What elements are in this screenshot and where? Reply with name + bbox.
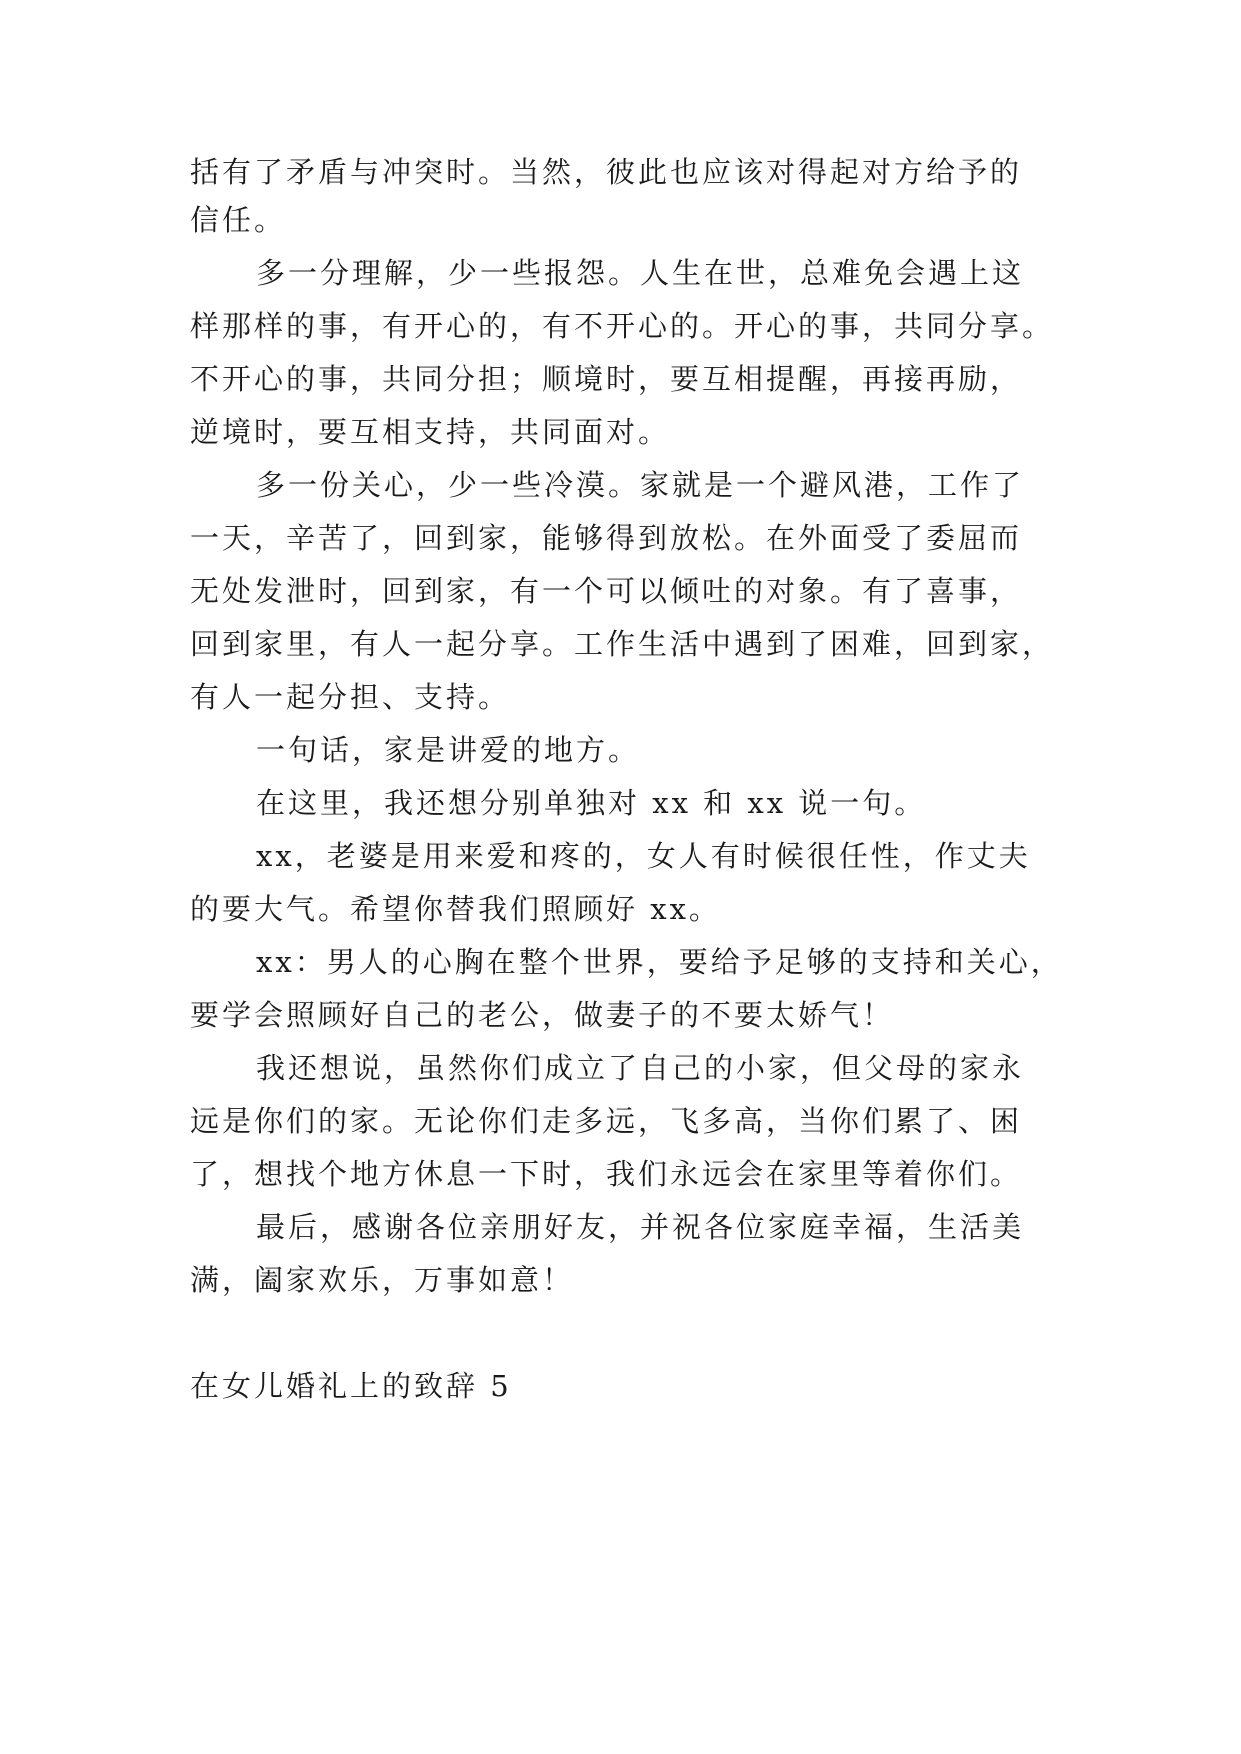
paragraph-line: 多一分理解，少一些报怨。人生在世，总难免会遇上这 (256, 256, 1025, 290)
paragraph-line: 一句话，家是讲爱的地方。 (256, 733, 641, 767)
paragraph-line: 无处发泄时，回到家，有一个可以倾吐的对象。有了喜事， (190, 574, 1023, 608)
paragraph-line: xx：男人的心胸在整个世界，要给予足够的支持和关心， (256, 945, 1063, 979)
paragraph-line: 满，阖家欢乐，万事如意！ (190, 1263, 575, 1297)
paragraph-line: 最后，感谢各位亲朋好友，并祝各位家庭幸福，生活美 (256, 1210, 1025, 1244)
paragraph-line: 括有了矛盾与冲突时。当然，彼此也应该对得起对方给予的 (190, 155, 1023, 189)
paragraph-line: 回到家里，有人一起分享。工作生活中遇到了困难，回到家， (190, 627, 1055, 661)
paragraph-line: 不开心的事，共同分担；顺境时，要互相提醒，再接再励， (190, 362, 1023, 396)
paragraph-line: 的要大气。希望你替我们照顾好 xx。 (190, 892, 721, 926)
paragraph-line: xx，老婆是用来爱和疼的，女人有时候很任性，作丈夫 (256, 839, 1031, 873)
paragraph-line: 我还想说，虽然你们成立了自己的小家，但父母的家永 (256, 1051, 1025, 1085)
paragraph-line: 了，想找个地方休息一下时，我们永远会在家里等着你们。 (190, 1157, 1023, 1191)
paragraph-line: 信任。 (190, 203, 287, 237)
paragraph-line: 一天，辛苦了，回到家，能够得到放松。在外面受了委屈而 (190, 521, 1023, 555)
paragraph-line: 逆境时，要互相支持，共同面对。 (190, 415, 671, 449)
section-heading: 在女儿婚礼上的致辞 5 (190, 1369, 512, 1403)
paragraph-line: 要学会照顾好自己的老公，做妻子的不要太娇气！ (190, 998, 895, 1032)
paragraph-line: 样那样的事，有开心的，有不开心的。开心的事，共同分享。 (190, 309, 1055, 343)
paragraph-line: 有人一起分担、支持。 (190, 680, 511, 714)
paragraph-line: 远是你们的家。无论你们走多远，飞多高，当你们累了、困 (190, 1104, 1023, 1138)
paragraph-line: 多一份关心，少一些冷漠。家就是一个避风港，工作了 (256, 468, 1025, 502)
paragraph-line: 在这里，我还想分别单独对 xx 和 xx 说一句。 (256, 786, 927, 820)
